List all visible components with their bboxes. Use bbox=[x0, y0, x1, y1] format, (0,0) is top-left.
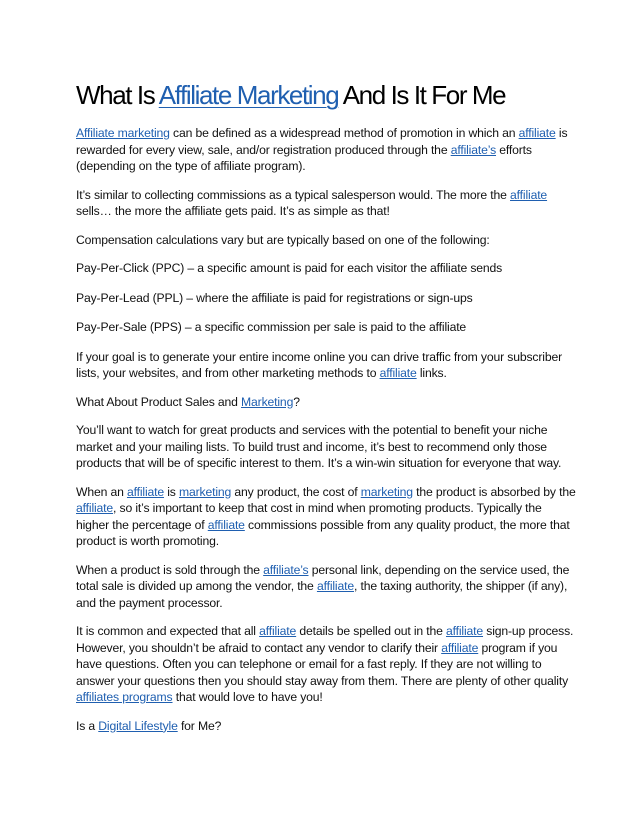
paragraph-digital-lifestyle bbox=[76, 718, 576, 735]
paragraph-similar bbox=[76, 187, 576, 220]
paragraph-definition bbox=[76, 125, 576, 175]
paragraph-ppc: Pay-Per-Click (PPC) – a specific amount is paid for each visitor the affiliate sends bbox=[76, 261, 503, 275]
paragraph-watch-products: You’ll want to watch for great products and services with the potential to benefit your niche market and your mailing lists. To build trust and income, it’s best to recommend only those products that will be of specific interest to them. It’s a win-win situation for everyone that way. bbox=[76, 423, 562, 470]
paragraph-product-sales-heading bbox=[76, 394, 576, 411]
paragraph-marketing-cost bbox=[76, 484, 576, 550]
text-run: If your goal is to generate your entire income online you can drive traffic from your subscriber lists, your websites, and from other marketing methods to bbox=[76, 349, 562, 380]
link-affiliate[interactable]: affiliate bbox=[518, 126, 556, 140]
paragraph-pps: Pay-Per-Sale (PPS) – a specific commission per sale is paid to the affiliate bbox=[76, 320, 467, 334]
text-run: links. bbox=[416, 366, 447, 380]
title-text-start: What Is bbox=[76, 80, 159, 110]
text-run: , the taxing authority, the shipper (if any), and the payment processor. bbox=[76, 579, 568, 610]
link-affiliates[interactable]: affiliate’s bbox=[450, 142, 497, 157]
text-run: It is common and expected that all bbox=[76, 624, 260, 638]
link-digital-lifestyle[interactable]: Digital Lifestyle bbox=[98, 718, 178, 733]
paragraph-signup-details bbox=[76, 623, 576, 706]
text-run: , so it’s important to keep that cost in mind when promoting products. Typically the higher the percentage of bbox=[76, 501, 542, 532]
title-link-affiliate-marketing[interactable]: Affiliate Marketing bbox=[158, 80, 339, 110]
page-title bbox=[76, 79, 576, 111]
text-run: is rewarded for every view, sale, and/or registration produced through the bbox=[76, 126, 568, 157]
link-affiliate[interactable]: affiliate bbox=[259, 624, 297, 638]
link-affiliate[interactable]: affiliate bbox=[316, 579, 354, 593]
text-run: ? bbox=[293, 394, 300, 409]
text-run: Is a bbox=[76, 718, 99, 733]
link-marketing[interactable]: Marketing bbox=[241, 394, 294, 409]
link-affiliates-programs[interactable]: affiliates programs bbox=[76, 690, 173, 704]
link-affiliate[interactable]: affiliate bbox=[445, 624, 484, 638]
text-run: that would love to have you! bbox=[172, 690, 323, 704]
link-affiliate[interactable]: affiliate bbox=[207, 517, 245, 532]
link-affiliate[interactable]: affiliate bbox=[76, 501, 114, 515]
link-marketing[interactable]: marketing bbox=[360, 484, 413, 499]
link-marketing[interactable]: marketing bbox=[179, 484, 232, 499]
text-run: personal link, depending on the service used, the total sale is divided up among the vendor, the bbox=[76, 562, 570, 593]
link-affiliate[interactable]: affiliate bbox=[510, 187, 548, 202]
text-run: When a product is sold through the bbox=[76, 562, 264, 577]
text-run: can be defined as a widespread method of promotion in which an bbox=[169, 126, 519, 140]
paragraph-sale-split bbox=[76, 562, 576, 612]
text-run: program if you have questions. Often you can telephone or email for a fast reply. If they are not willing to answer your questions then you should stay away from them. There are plenty of other quality bbox=[76, 640, 569, 688]
text-run: for Me? bbox=[177, 718, 222, 733]
link-affiliate-marketing[interactable]: Affiliate marketing bbox=[76, 126, 170, 140]
text-run: commissions possible from any quality product, the more that product is worth promoting. bbox=[76, 517, 570, 548]
document-body bbox=[76, 79, 576, 746]
link-affiliate[interactable]: affiliate bbox=[441, 640, 479, 655]
link-affiliate[interactable]: affiliate bbox=[379, 366, 417, 380]
link-affiliates[interactable]: affiliate’s bbox=[263, 562, 309, 577]
text-run: sign-up process. However, you shouldn’t be afraid to contact any vendor to clarify their bbox=[76, 624, 574, 655]
text-run: is bbox=[164, 484, 179, 499]
text-run: It’s similar to collecting commissions as a typical salesperson would. The more the bbox=[76, 187, 511, 202]
text-run: any product, the cost of bbox=[231, 484, 361, 499]
text-run: details be spelled out in the bbox=[296, 624, 446, 638]
paragraph-ppl: Pay-Per-Lead (PPL) – where the affiliate is paid for registrations or sign-ups bbox=[76, 290, 473, 305]
paragraph-compensation: Compensation calculations vary but are typically based on one of the following: bbox=[76, 232, 490, 247]
text-run: efforts (depending on the type of affiliate program). bbox=[76, 142, 532, 173]
text-run: What About Product Sales and bbox=[76, 394, 242, 409]
link-affiliate[interactable]: affiliate bbox=[126, 484, 165, 499]
text-run: sells… the more the affiliate gets paid. It’s as simple as that! bbox=[76, 204, 390, 218]
paragraph-goal bbox=[76, 349, 576, 382]
title-text-end: And Is It For Me bbox=[338, 80, 506, 110]
text-run: the product is absorbed by the bbox=[412, 484, 576, 499]
text-run: When an bbox=[76, 484, 127, 499]
